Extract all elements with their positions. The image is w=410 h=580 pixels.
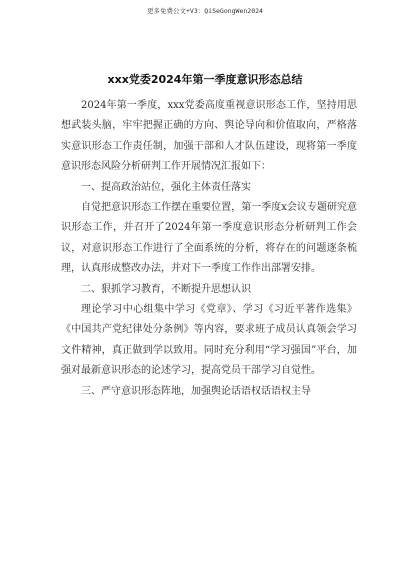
section-heading-3: 三、严守意识形态阵地，加强舆论话语权话语权主导: [81, 385, 311, 397]
section-heading-1: 一、提高政治站位，强化主体责任落实: [81, 181, 251, 193]
intro-paragraph: 2024年第一季度，xxx党委高度重视意识形态工作，坚持用思想武装头脑，牢牢把握正确的方向、舆论导向和价值取向，严格落实意识形态工作责任制，加强干部和人才队伍建设，现将第一季度意识形态风险分析研判工作开展情况汇报如下：: [61, 100, 357, 173]
document-title: xxx党委2024年第一季度意识形态总结: [107, 73, 303, 86]
header-watermark: 更多免费公文+V3：QiSeGongWen2024: [147, 7, 263, 15]
section-paragraph-1: 自觉把意识形态工作摆在重要位置，第一季度x会议专题研究意识形态工作，并召开了2024年第一季度意识形态分析研判工作会议，对意识形态工作进行了全面系统的分析，将存在的问题逐条梳理，认真形成整改办法，并对下一季度工作作出部署安排。: [61, 202, 357, 275]
section-paragraph-2: 理论学习中心组集中学习《党章》、学习《习近平著作选集》《中国共产党纪律处分条例》等内容，要求班子成员认真领会学习文件精神，真正做到学以致用。同时充分利用“学习强国”平台，加强对最新意识形态的论述学习，提高党员干部学习自觉性。: [61, 304, 357, 377]
document-body: [61, 96, 357, 402]
section-heading-2: 二、狠抓学习教育，不断提升思想认识: [81, 283, 251, 295]
